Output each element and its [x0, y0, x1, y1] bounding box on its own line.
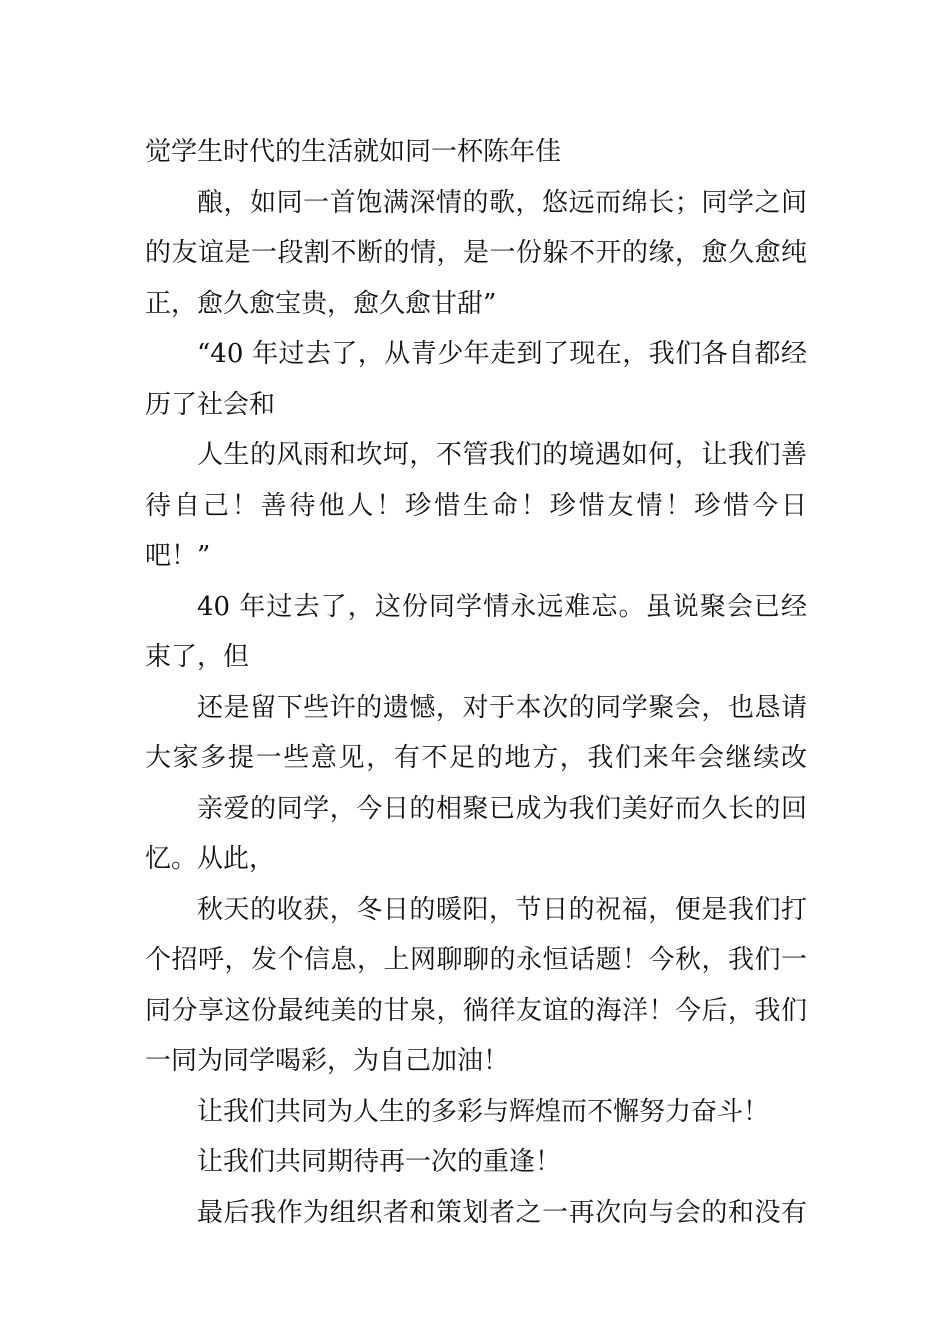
text-line: 亲爱的同学，今日的相聚已成为我们美好而久长的回 — [197, 793, 807, 824]
text-line: 觉学生时代的生活就如同一杯陈年佳 — [145, 137, 562, 167]
text-line: 还是留下些许的遗憾，对于本次的同学聚会，也恳请 — [197, 692, 807, 723]
text-line: “40 年过去了，从青少年走到了现在，我们各自都经 — [197, 339, 807, 369]
text-line: 酿，如同一首饱满深情的歌，悠远而绵长；同学之间 — [197, 187, 807, 218]
document-body — [145, 127, 807, 1238]
text-line: 历了社会和 — [145, 389, 276, 420]
text-line: 让我们共同期待再一次的重逢！ — [197, 1147, 562, 1177]
text-line: 个招呼，发个信息，上网聊聊的永恒话题！今秋，我们一 — [145, 945, 807, 975]
text-line: 的友谊是一段割不断的情，是一份躲不开的缘，愈久愈纯 — [145, 238, 807, 268]
text-line: 吧！” — [145, 541, 211, 571]
text-line: 待自己！善待他人！珍惜生命！珍惜友情！珍惜今日 — [145, 490, 807, 521]
text-line: 让我们共同为人生的多彩与辉煌而不懈努力奋斗！ — [197, 1096, 770, 1127]
text-line: 秋天的收获，冬日的暖阳，节日的祝福，便是我们打 — [197, 894, 807, 925]
text-line: 一同为同学喝彩，为自己加油！ — [145, 1046, 510, 1076]
text-line: 正，愈久愈宝贵，愈久愈甘甜” — [145, 288, 497, 319]
text-line: 最后我作为组织者和策划者之一再次向与会的和没有 — [197, 1197, 807, 1228]
text-line: 人生的风雨和坎坷，不管我们的境遇如何，让我们善 — [197, 440, 807, 470]
text-line: 大家多提一些意见，有不足的地方，我们来年会继续改 — [145, 743, 807, 773]
text-line: 40 年过去了，这份同学情永远难忘。虽说聚会已经 — [197, 591, 807, 622]
text-line: 忆。从此， — [145, 844, 276, 874]
text-line: 同分享这份最纯美的甘泉，徜徉友谊的海洋！今后，我们 — [145, 995, 807, 1026]
text-line: 束了，但 — [145, 642, 250, 672]
